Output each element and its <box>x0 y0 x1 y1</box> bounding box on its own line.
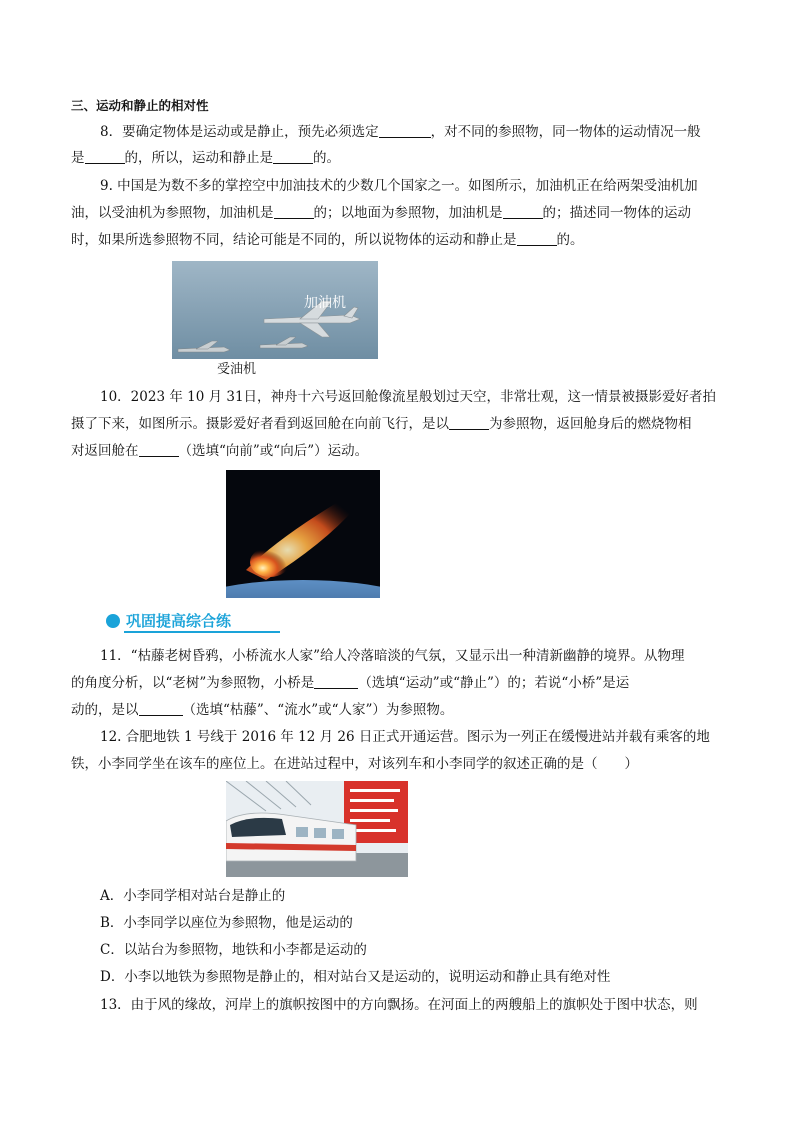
question-8-line-1: 8．要确定物体是运动或是静止，预先必须选定 ，对不同的参照物，同一物体的运动情况一般 <box>100 124 701 140</box>
question-10-line-3: 对返回舱在 （选填“向前”或“向后”）运动。 <box>71 443 369 459</box>
question-11-line-3: 动的，是以 （选填“枯藤”、“流水”或“人家”）为参照物。 <box>71 702 454 718</box>
receiver-label: 受油机 <box>217 362 257 377</box>
section-title: 三、运动和静止的相对性 <box>71 98 209 113</box>
question-10-line-2: 摄了下来，如图所示。摄影爱好者看到返回舱在向前飞行，是以 为参照物，返回舱身后的燃烧物相 <box>71 416 692 432</box>
question-9-line-3: 时，如果所选参照物不同，结论可能是不同的，所以说物体的运动和静止是 的。 <box>71 232 584 248</box>
option-c: C．以站台为参照物，地铁和小李都是运动的 <box>100 942 367 958</box>
question-9-line-2: 油，以受油机为参照物，加油机是 的；以地面为参照物，加油机是 的；描述同一物体的运动 <box>71 205 691 221</box>
question-11-line-2: 的角度分析，以“老树”为参照物，小桥是 （选填“运动”或“静止”）的；若说“小桥”是运 <box>71 675 630 691</box>
question-10-line-1: 10．2023 年 10 月 31日，神舟十六号返回舱像流星般划过天空，非常壮观，这一情景被摄影爱好者拍 <box>100 389 717 405</box>
section-banner <box>104 609 280 633</box>
tanker-label: 加油机 <box>304 295 346 311</box>
question-8-line-2: 是 的，所以，运动和静止是 的。 <box>71 150 340 166</box>
metro-train-photo <box>226 781 408 877</box>
option-d: D．小李以地铁为参照物是静止的，相对站台又是运动的，说明运动和静止具有绝对性 <box>100 969 611 985</box>
question-9-line-1: 9. 中国是为数不多的掌控空中加油技术的少数几个国家之一。如图所示，加油机正在给两架受油机加 <box>100 178 698 194</box>
option-a: A．小李同学相对站台是静止的 <box>100 888 286 904</box>
question-12-line-1: 12. 合肥地铁 1 号线于 2016 年 12 月 26 日正式开通运营。图示为一列正在缓慢进站并载有乘客的地 <box>100 729 710 745</box>
question-12-line-2: 铁，小李同学坐在该车的座位上。在进站过程中，对该列车和小李同学的叙述正确的是（ ） <box>71 756 638 772</box>
bullet-icon <box>106 614 120 628</box>
reentry-capsule-photo <box>226 470 380 598</box>
refueling-aircraft-photo <box>172 261 378 359</box>
question-13-line-1: 13．由于风的缘故，河岸上的旗帜按图中的方向飘扬。在河面上的两艘船上的旗帜处于图中状态，则 <box>100 997 698 1013</box>
option-b: B．小李同学以座位为参照物，他是运动的 <box>100 915 353 931</box>
question-11-line-1: 11．“枯藤老树昏鸦，小桥流水人家”给人冷落暗淡的气氛，又显示出一种清新幽静的境界。从物理 <box>100 648 685 664</box>
section-banner-title: 巩固提高综合练 <box>126 612 232 630</box>
